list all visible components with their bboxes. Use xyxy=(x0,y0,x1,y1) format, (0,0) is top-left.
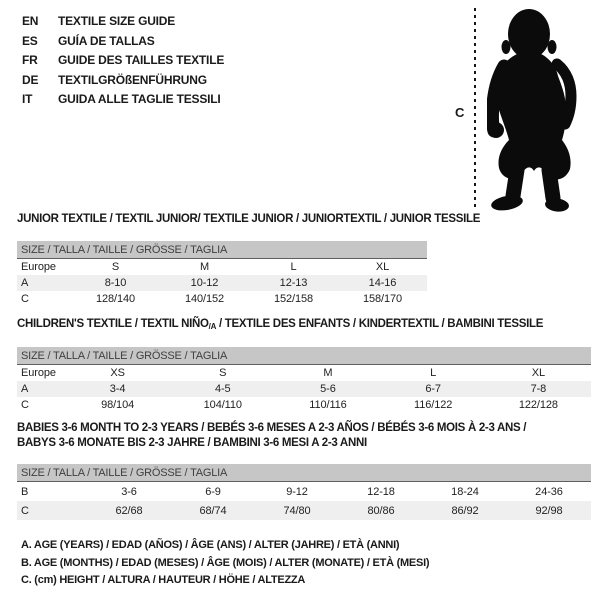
lang-code: DE xyxy=(22,72,39,87)
language-title-list xyxy=(22,12,224,110)
row-label: C xyxy=(21,293,29,305)
size-cell: 158/170 xyxy=(362,293,403,305)
table-row xyxy=(17,365,591,382)
size-cell: 80/86 xyxy=(367,504,395,517)
junior-section-title: JUNIOR TEXTILE / TEXTIL JUNIOR/ TEXTILE JUNIOR / JUNIORTEXTIL / JUNIOR TESSILE xyxy=(17,213,481,225)
row-label: C xyxy=(21,504,29,517)
size-cell: 7-8 xyxy=(530,383,547,395)
height-dashed-line xyxy=(474,8,476,208)
children-title-subscript: /A xyxy=(208,322,217,331)
size-cell: 24-36 xyxy=(535,485,563,498)
footnote-b: B. AGE (MONTHS) / EDAD (MESES) / ÂGE (MOIS) / ALTER (MONATE) / ETÀ (MESI) xyxy=(21,556,430,569)
size-cell: L xyxy=(430,367,437,379)
size-cell: 18-24 xyxy=(451,485,479,498)
size-cell: 10-12 xyxy=(190,277,219,289)
size-cell: 98/104 xyxy=(101,399,135,411)
size-cell: 152/158 xyxy=(273,293,314,305)
guide-title-it: GUIDA ALLE TAGLIE TESSILI xyxy=(58,92,221,106)
size-cell: XL xyxy=(375,261,390,273)
lang-row-es xyxy=(22,32,224,52)
row-label: Europe xyxy=(21,261,56,273)
junior-size-table xyxy=(17,241,427,307)
size-cell: 6-7 xyxy=(425,383,441,395)
size-header-bar: SIZE / TALLA / TAILLE / GRÖSSE / TAGLIA xyxy=(17,347,591,365)
baby-silhouette-icon xyxy=(487,4,595,212)
size-cell: 3-6 xyxy=(121,485,137,498)
size-cell: 14-16 xyxy=(368,277,397,289)
size-cell: 110/116 xyxy=(309,399,347,411)
guide-title-en: TEXTILE SIZE GUIDE xyxy=(58,14,176,28)
table-row xyxy=(17,381,591,397)
row-label: A xyxy=(21,383,29,395)
size-cell: S xyxy=(219,367,227,379)
size-cell: 4-5 xyxy=(214,383,231,395)
size-cell: L xyxy=(290,261,297,273)
table-row xyxy=(17,482,591,502)
children-size-table xyxy=(17,347,591,413)
babies-section-title-line1: BABIES 3-6 MONTH TO 2-3 YEARS / BEBÉS 3-6 MESES A 2-3 AÑOS / BÉBÉS 3-6 MOIS À 2-3 ANS / xyxy=(17,422,527,434)
size-cell: XL xyxy=(531,367,545,379)
size-cell: 74/80 xyxy=(283,504,311,517)
height-measure-label: C xyxy=(455,105,465,120)
table-row xyxy=(17,259,427,276)
babies-size-table xyxy=(17,464,591,520)
lang-row-en xyxy=(22,12,224,32)
size-cell: 9-12 xyxy=(286,485,308,498)
table-row xyxy=(17,397,591,413)
size-cell: 3-4 xyxy=(109,383,126,395)
size-cell: 8-10 xyxy=(104,277,127,289)
size-cell: 62/68 xyxy=(115,504,143,517)
footnote-c: C. (cm) HEIGHT / ALTURA / HAUTEUR / HÖHE / ALTEZZA xyxy=(21,574,306,586)
lang-row-fr xyxy=(22,51,224,71)
row-label: C xyxy=(21,399,29,411)
size-cell: M xyxy=(323,367,333,379)
size-cell: 68/74 xyxy=(199,504,227,517)
lang-row-de xyxy=(22,71,224,91)
lang-code: FR xyxy=(22,53,38,67)
size-cell: XS xyxy=(110,367,125,379)
size-cell: S xyxy=(111,261,120,273)
size-cell: 86/92 xyxy=(451,504,479,517)
guide-title-es: GUÍA DE TALLAS xyxy=(58,33,155,48)
lang-row-it xyxy=(22,90,224,110)
guide-title-de: TEXTILGRÖßENFÜHRUNG xyxy=(58,72,207,87)
table-row xyxy=(17,501,591,520)
children-title-text: / TEXTILE DES ENFANTS / KINDERTEXTIL / BAMBINI TESSILE xyxy=(216,318,544,330)
guide-title-fr: GUIDE DES TAILLES TEXTILE xyxy=(58,53,225,67)
footnote-a: A. AGE (YEARS) / EDAD (AÑOS) / ÂGE (ANS) / ALTER (JAHRE) / ETÀ (ANNI) xyxy=(21,539,400,551)
children-title-text: CHILDREN'S TEXTILE / TEXTIL NIÑO xyxy=(17,318,209,330)
size-cell: 92/98 xyxy=(535,504,563,517)
size-cell: 116/122 xyxy=(414,399,453,411)
size-cell: 104/110 xyxy=(203,399,242,411)
row-label: Europe xyxy=(21,367,56,379)
size-header-bar: SIZE / TALLA / TAILLE / GRÖSSE / TAGLIA xyxy=(17,241,427,259)
size-cell: 12-13 xyxy=(279,277,308,289)
size-cell: 12-18 xyxy=(367,485,395,498)
babies-section-title-line2: BABYS 3-6 MONATE BIS 2-3 JAHRE / BAMBINI 3-6 MESI A 2-3 ANNI xyxy=(17,437,367,449)
row-label: A xyxy=(21,277,29,289)
size-header-bar: SIZE / TALLA / TAILLE / GRÖSSE / TAGLIA xyxy=(17,464,591,482)
footnote-legend xyxy=(21,537,429,590)
size-cell: 6-9 xyxy=(205,485,221,498)
lang-code: EN xyxy=(22,14,39,28)
table-row xyxy=(17,275,427,291)
table-row xyxy=(17,291,427,307)
size-cell: 140/152 xyxy=(184,293,225,305)
lang-code: ES xyxy=(22,33,38,48)
children-section-title xyxy=(17,318,543,331)
size-cell: 122/128 xyxy=(518,399,558,411)
size-cell: M xyxy=(199,261,210,273)
row-label: B xyxy=(21,485,29,498)
size-cell: 5-6 xyxy=(320,383,336,395)
lang-code: IT xyxy=(22,92,33,106)
size-cell: 128/140 xyxy=(95,293,136,305)
